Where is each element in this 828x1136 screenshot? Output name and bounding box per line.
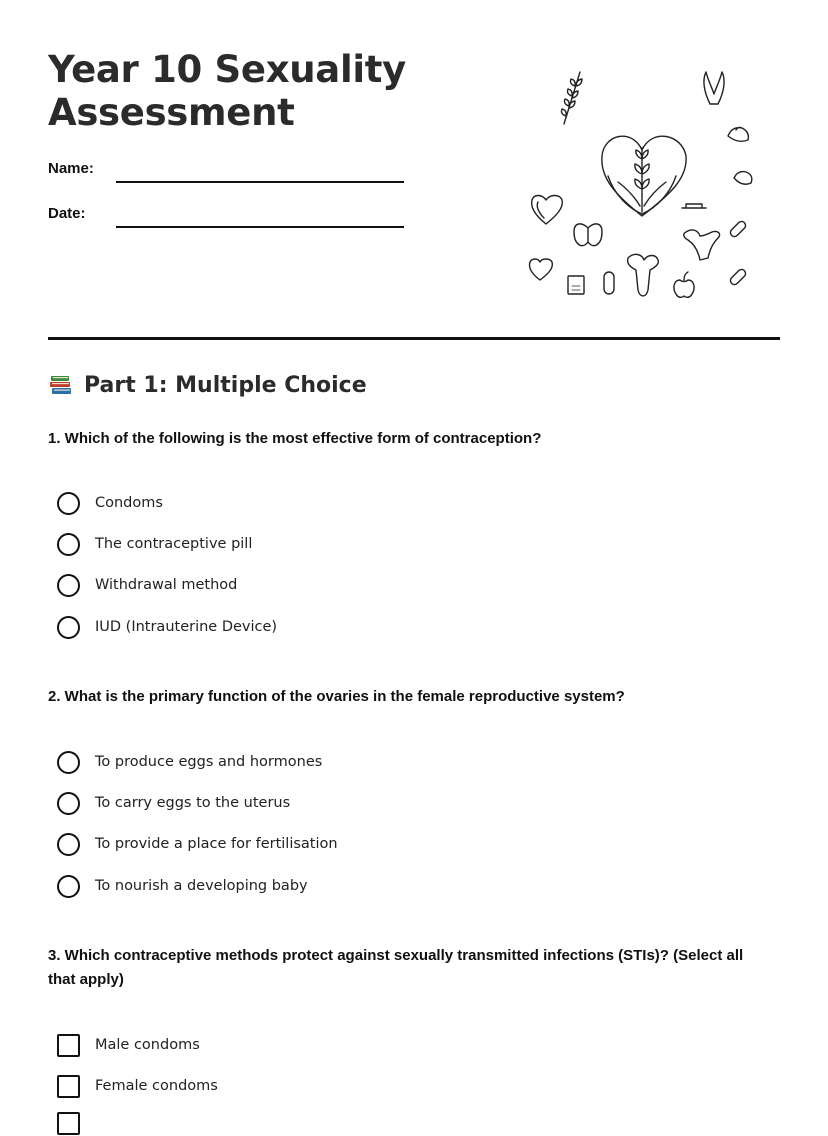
apple-icon	[674, 272, 694, 297]
heart-outline-icon-2	[529, 259, 552, 280]
question-2-text: 2. What is the primary function of the ovaries in the female reproductive system?	[48, 688, 625, 705]
question-1-option-3[interactable]	[57, 572, 237, 598]
title-line-2: Assessment	[48, 91, 295, 134]
uterus-icon-2	[628, 254, 659, 296]
option-label: To produce eggs and hormones	[95, 754, 323, 770]
radio-button[interactable]	[57, 616, 80, 639]
question-2-option-2[interactable]	[57, 790, 290, 816]
option-label: Withdrawal method	[95, 577, 238, 593]
option-label: Condoms	[95, 495, 163, 511]
pill-icon-2	[729, 268, 747, 286]
radio-button[interactable]	[57, 875, 80, 898]
option-label: To carry eggs to the uterus	[95, 795, 291, 811]
checkbox[interactable]	[57, 1075, 80, 1098]
question-1-option-4[interactable]	[57, 614, 277, 640]
radio-button[interactable]	[57, 574, 80, 597]
checkbox[interactable]	[57, 1034, 80, 1057]
section-divider	[48, 337, 780, 340]
condom-icon	[604, 272, 614, 294]
option-label: IUD (Intrauterine Device)	[95, 619, 278, 635]
radio-button[interactable]	[57, 792, 80, 815]
leaf-sprig-icon	[562, 72, 583, 124]
option-label: The contraceptive pill	[95, 536, 253, 552]
page-title	[48, 48, 406, 134]
radio-button[interactable]	[57, 492, 80, 515]
radio-button[interactable]	[57, 751, 80, 774]
radio-button[interactable]	[57, 533, 80, 556]
pill-icon	[729, 220, 747, 238]
part-1-heading-text: Part 1: Multiple Choice	[84, 372, 367, 398]
sexual-health-illustration	[522, 64, 762, 304]
option-label: To provide a place for fertilisation	[95, 836, 338, 852]
date-label: Date:	[48, 205, 86, 222]
uterus-icon	[682, 204, 720, 260]
question-2-option-3[interactable]	[57, 831, 338, 857]
option-label: To nourish a developing baby	[95, 878, 308, 894]
date-field[interactable]	[116, 226, 404, 228]
name-field[interactable]	[116, 181, 404, 183]
question-2-option-1[interactable]	[57, 749, 322, 775]
checkbox[interactable]	[57, 1112, 80, 1135]
breast-icon	[728, 127, 748, 141]
question-1-option-1[interactable]	[57, 490, 163, 516]
books-icon	[48, 372, 74, 398]
part-1-heading	[48, 372, 367, 398]
breasts-icon	[574, 224, 602, 246]
radio-button[interactable]	[57, 833, 80, 856]
question-1-text: 1. Which of the following is the most effective form of contraception?	[48, 430, 542, 447]
question-3-option-3[interactable]	[57, 1110, 95, 1136]
heart-hands-plant-icon	[602, 136, 686, 216]
hands-icon	[704, 72, 724, 104]
option-label: Male condoms	[95, 1037, 200, 1053]
question-3-option-1[interactable]	[57, 1032, 200, 1058]
question-3-text: 3. Which contraceptive methods protect against sexually transmitted infections (STIs)? (Select all that apply)	[48, 947, 744, 988]
name-label: Name:	[48, 160, 94, 177]
question-3-option-2[interactable]	[57, 1073, 218, 1099]
breast-icon-2	[734, 172, 752, 185]
pill-packet-icon	[568, 276, 584, 294]
title-line-1: Year 10 Sexuality	[48, 48, 406, 91]
question-2-option-4[interactable]	[57, 873, 308, 899]
option-label: Female condoms	[95, 1078, 218, 1094]
heart-outline-icon	[532, 196, 563, 225]
question-1-option-2[interactable]	[57, 531, 252, 557]
